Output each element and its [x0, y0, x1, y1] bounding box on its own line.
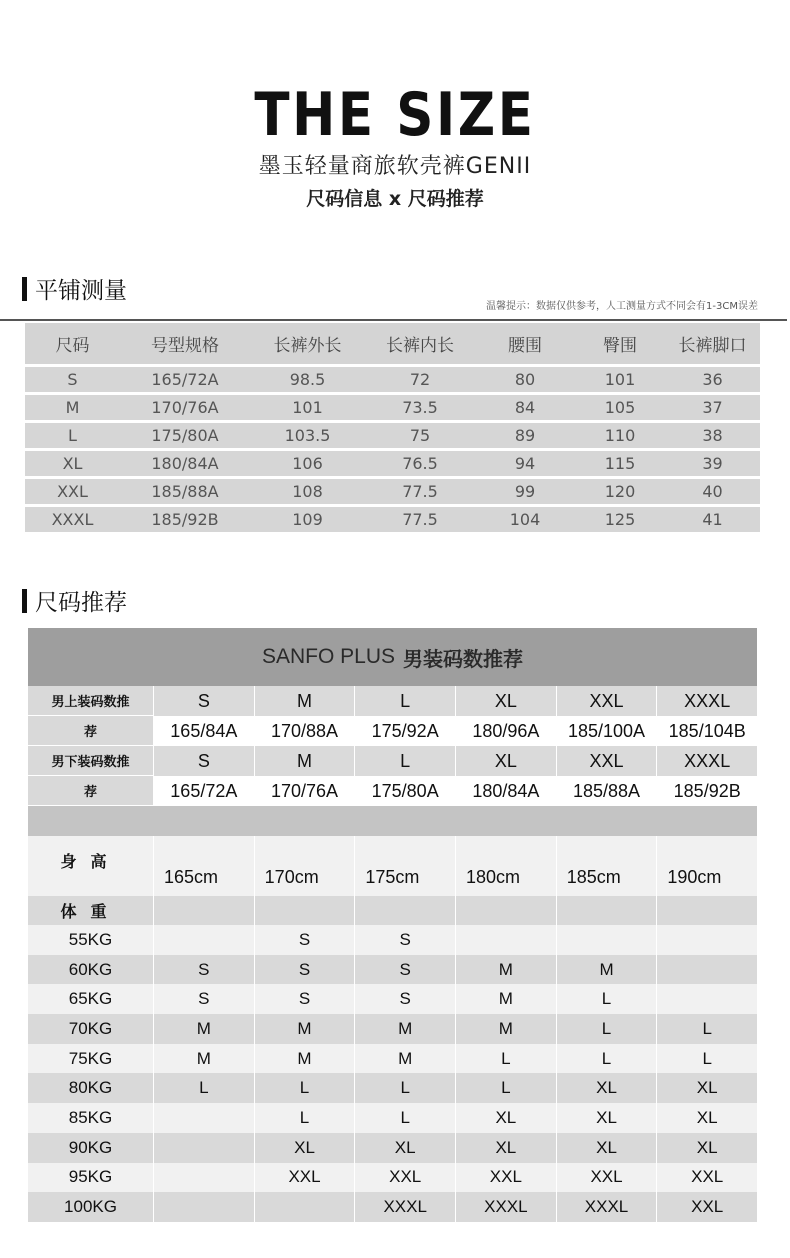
table-row	[28, 1133, 757, 1163]
table-cell: 75	[409, 426, 431, 445]
size-cell: S	[153, 746, 254, 776]
blank-cell	[455, 896, 556, 925]
page-title: THE SIZE	[254, 80, 536, 150]
size-cell: XL	[556, 1073, 657, 1103]
table-cell: L	[68, 426, 77, 445]
weight-cell: 70KG	[28, 1014, 153, 1044]
flat-header-cell: 长裤内长	[386, 336, 454, 356]
table-row	[28, 1044, 757, 1074]
size-cell: XXL	[556, 746, 657, 776]
size-cell: XXXL	[354, 1192, 455, 1222]
size-cell	[656, 925, 757, 955]
size-cell: 185/92B	[656, 776, 757, 806]
size-cell: L	[354, 746, 455, 776]
size-cell: M	[455, 984, 556, 1014]
size-cell: 165/72A	[153, 776, 254, 806]
size-cell: M	[153, 1014, 254, 1044]
flat-header-cell: 长裤外长	[273, 336, 342, 356]
bottom-size-row	[28, 746, 757, 776]
page-subtitle: 尺码信息 x 尺码推荐	[306, 188, 484, 210]
size-cell: XL	[556, 1133, 657, 1163]
measurement-tip: 温馨提示：数据仅供参考，人工测量方式不同会有1-3CM误差	[486, 301, 758, 312]
size-cell: L	[656, 1044, 757, 1074]
table-cell: 77.5	[402, 510, 438, 529]
flat-header-cell: 腰围	[508, 336, 542, 356]
table-cell: 99	[514, 482, 536, 501]
bottom-spec-row	[28, 776, 757, 806]
table-cell: XL	[62, 454, 83, 473]
weight-cell: 65KG	[28, 984, 153, 1014]
table-cell: 101	[292, 398, 323, 417]
table-row	[28, 925, 757, 955]
product-name: 墨玉轻量商旅软壳裤GENII	[258, 154, 532, 179]
size-cell: XXL	[455, 1163, 556, 1193]
table-cell: 37	[702, 398, 723, 417]
size-cell: L	[354, 1103, 455, 1133]
table-cell: 39	[702, 454, 723, 473]
size-cell: XL	[354, 1133, 455, 1163]
size-cell: L	[556, 1044, 657, 1074]
height-cell: 185cm	[556, 836, 657, 896]
table-cell: 175/80A	[151, 426, 219, 445]
size-cell: 170/76A	[254, 776, 355, 806]
table-cell: 38	[702, 426, 723, 445]
weight-cell: 75KG	[28, 1044, 153, 1074]
size-cell: S	[354, 955, 455, 985]
banner-brand: SANFO PLUS	[261, 645, 396, 668]
table-cell: 77.5	[402, 482, 438, 501]
table-cell: 36	[702, 370, 723, 389]
size-cell: S	[153, 686, 254, 716]
size-cell: XL	[254, 1133, 355, 1163]
section-divider	[28, 806, 757, 836]
size-cell: S	[354, 984, 455, 1014]
row-label: 男上装码数推	[28, 686, 153, 716]
table-cell: 98.5	[289, 370, 326, 389]
table-cell: 115	[604, 454, 636, 473]
rec-section-heading	[22, 584, 127, 617]
table-cell: XXXL	[51, 510, 94, 529]
height-label: 身高	[60, 851, 121, 871]
size-cell: XXXL	[455, 1192, 556, 1222]
size-cell: S	[254, 984, 355, 1014]
height-cell: 165cm	[153, 836, 254, 896]
flat-section-title: 平铺测量	[35, 278, 127, 304]
size-cell: M	[254, 1014, 355, 1044]
table-row	[28, 955, 757, 985]
height-row	[28, 836, 757, 896]
size-cell: L	[656, 1014, 757, 1044]
size-cell: M	[354, 1014, 455, 1044]
size-cell	[153, 1133, 254, 1163]
size-cell: XXL	[254, 1163, 355, 1193]
size-cell	[153, 925, 254, 955]
table-cell: 125	[604, 510, 636, 529]
table-cell: 101	[604, 370, 636, 389]
table-row	[28, 1014, 757, 1044]
heading-bar	[22, 277, 27, 301]
size-cell: S	[354, 925, 455, 955]
flat-header-cell: 尺码	[55, 336, 90, 356]
size-cell	[455, 925, 556, 955]
size-cell: XL	[656, 1133, 757, 1163]
size-cell: XL	[455, 746, 556, 776]
size-cell: XL	[455, 1133, 556, 1163]
table-cell: 73.5	[402, 398, 438, 417]
rec-banner	[28, 628, 757, 686]
size-cell: L	[354, 1073, 455, 1103]
table-cell: 106	[292, 454, 323, 473]
table-cell: 80	[514, 370, 536, 389]
table-row	[28, 1192, 757, 1222]
size-cell: XL	[556, 1103, 657, 1133]
size-cell: XXL	[556, 1163, 657, 1193]
table-row	[25, 479, 760, 504]
table-cell: 104	[509, 510, 541, 529]
blank-cell	[656, 896, 757, 925]
size-cell: M	[455, 1014, 556, 1044]
row-label: 荐	[28, 716, 153, 746]
size-cell: M	[455, 955, 556, 985]
table-row	[25, 423, 760, 448]
weight-cell: 80KG	[28, 1073, 153, 1103]
size-cell	[153, 1163, 254, 1193]
table-cell: 84	[514, 398, 536, 417]
table-cell: 180/84A	[151, 454, 219, 473]
size-cell: 185/104B	[656, 716, 757, 746]
weight-cell: 100KG	[28, 1192, 153, 1222]
table-cell: 40	[702, 482, 723, 501]
top-spec-row	[28, 716, 757, 746]
table-cell: 103.5	[284, 426, 331, 445]
weight-cell: 90KG	[28, 1133, 153, 1163]
table-row	[25, 395, 760, 420]
table-cell: 89	[514, 426, 536, 445]
size-cell: XXL	[556, 686, 657, 716]
size-recommendation-table	[28, 628, 757, 1222]
size-cell: L	[455, 1044, 556, 1074]
table-cell: 109	[292, 510, 323, 529]
size-cell: M	[254, 1044, 355, 1074]
divider-line	[0, 319, 787, 321]
size-cell: M	[254, 686, 355, 716]
size-cell: M	[254, 746, 355, 776]
table-row	[25, 451, 760, 476]
table-cell: XXL	[57, 482, 88, 501]
size-cell: S	[254, 955, 355, 985]
size-cell: L	[455, 1073, 556, 1103]
size-cell: XXXL	[656, 746, 757, 776]
size-cell	[656, 984, 757, 1014]
size-cell: XL	[656, 1073, 757, 1103]
flat-measurement-table	[25, 323, 760, 532]
size-cell: XXL	[656, 1163, 757, 1193]
flat-header-cell: 号型规格	[151, 336, 219, 356]
size-cell: M	[354, 1044, 455, 1074]
height-cell: 170cm	[254, 836, 355, 896]
size-cell: L	[254, 1103, 355, 1133]
table-cell: 76.5	[402, 454, 438, 473]
size-cell: 165/84A	[153, 716, 254, 746]
size-cell: L	[556, 1014, 657, 1044]
size-cell: XXL	[656, 1192, 757, 1222]
table-cell: 185/92B	[151, 510, 219, 529]
size-cell: 185/100A	[556, 716, 657, 746]
size-cell: 175/92A	[354, 716, 455, 746]
weight-cell: 60KG	[28, 955, 153, 985]
size-cell: XL	[656, 1103, 757, 1133]
flat-header-row	[25, 323, 760, 364]
table-row	[28, 1103, 757, 1133]
banner-title: 男装码数推荐	[403, 646, 524, 671]
table-cell: 185/88A	[151, 482, 219, 501]
table-cell: 72	[409, 370, 431, 389]
size-cell: XL	[455, 1103, 556, 1133]
weight-cell: 55KG	[28, 925, 153, 955]
heading-bar	[22, 589, 27, 613]
flat-header-cell: 臀围	[603, 336, 637, 356]
table-cell: 170/76A	[151, 398, 219, 417]
table-cell: S	[67, 370, 78, 389]
table-cell: 165/72A	[151, 370, 219, 389]
table-row	[25, 367, 760, 392]
blank-cell	[254, 896, 355, 925]
size-cell: S	[153, 984, 254, 1014]
size-cell: S	[254, 925, 355, 955]
row-label: 荐	[28, 776, 153, 806]
size-cell: 180/96A	[455, 716, 556, 746]
blank-cell	[354, 896, 455, 925]
size-cell: XXXL	[656, 686, 757, 716]
size-cell: L	[153, 1073, 254, 1103]
size-cell	[153, 1192, 254, 1222]
blank-cell	[556, 896, 657, 925]
size-cell: L	[254, 1073, 355, 1103]
top-size-row	[28, 686, 757, 716]
size-cell: M	[556, 955, 657, 985]
height-cell: 190cm	[656, 836, 757, 896]
table-cell: 41	[702, 510, 723, 529]
table-cell: M	[65, 398, 80, 417]
height-cell: 180cm	[455, 836, 556, 896]
table-row	[25, 507, 760, 532]
table-cell: 108	[292, 482, 323, 501]
weight-label: 体重	[60, 902, 121, 921]
weight-label-row	[28, 896, 757, 925]
table-row	[28, 1163, 757, 1193]
size-cell: XXL	[354, 1163, 455, 1193]
size-cell: XXXL	[556, 1192, 657, 1222]
flat-section-heading	[22, 272, 127, 305]
weight-cell: 95KG	[28, 1163, 153, 1193]
size-cell: 170/88A	[254, 716, 355, 746]
size-cell: M	[153, 1044, 254, 1074]
size-cell	[656, 955, 757, 985]
rec-section-title: 尺码推荐	[35, 590, 127, 616]
size-cell: L	[556, 984, 657, 1014]
size-cell: S	[153, 955, 254, 985]
size-cell	[153, 1103, 254, 1133]
size-cell: L	[354, 686, 455, 716]
table-cell: 120	[604, 482, 636, 501]
size-cell: 180/84A	[455, 776, 556, 806]
size-cell: 175/80A	[354, 776, 455, 806]
size-cell: XL	[455, 686, 556, 716]
flat-header-cell: 长裤脚口	[678, 336, 747, 356]
table-cell: 94	[514, 454, 536, 473]
table-cell: 110	[604, 426, 636, 445]
weight-cell: 85KG	[28, 1103, 153, 1133]
table-cell: 105	[604, 398, 636, 417]
size-cell	[556, 925, 657, 955]
blank-cell	[153, 896, 254, 925]
height-cell: 175cm	[354, 836, 455, 896]
size-cell: 185/88A	[556, 776, 657, 806]
table-row	[28, 984, 757, 1014]
row-label: 男下装码数推	[28, 746, 153, 776]
table-row	[28, 1073, 757, 1103]
size-cell	[254, 1192, 355, 1222]
